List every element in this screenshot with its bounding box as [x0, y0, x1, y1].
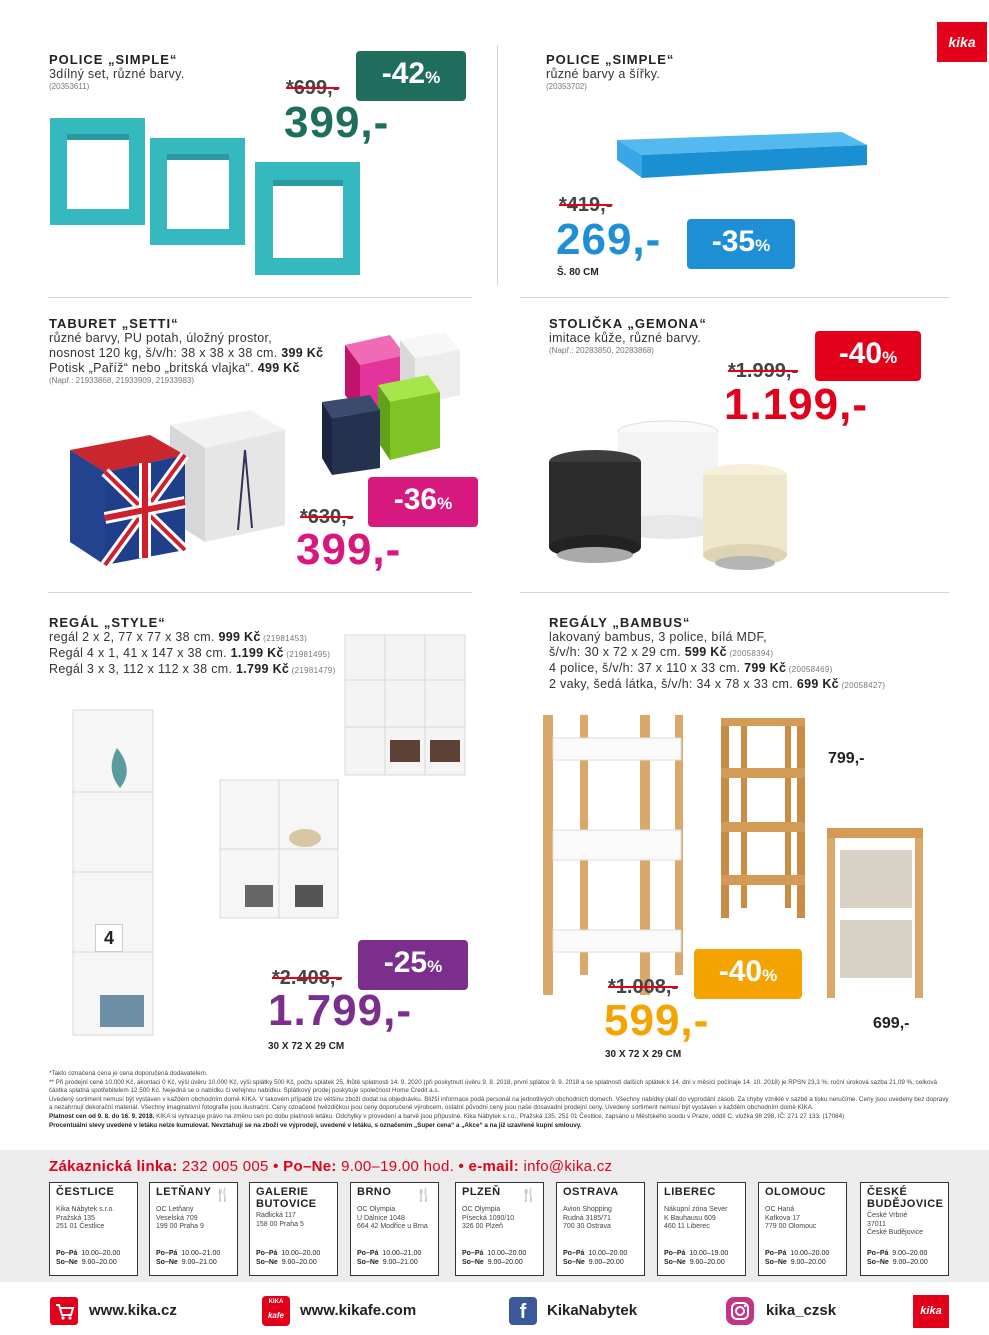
kikafe-link[interactable]: www.kikafe.com — [300, 1302, 417, 1319]
discount-badge: -25% — [358, 940, 468, 990]
kikafe-logo-icon[interactable]: KIKA kafe — [262, 1296, 290, 1326]
fine-print: *Takto označená cena je cena doporučená dodavatelem. ** Při prodejní ceně 10.000 Kč, akontaci 0 Kč, výši úvěru 10.000 Kč, výši splátky 500 Kč, počtu splátek 25, lhůtě splatnosti 14. 9. 2020 (při poskytnutí úvěru 9. 8. 2018, první splátce 9. 9. 2018 a se splatností dalších splátek k 14. dni v měsíci počínaje 14. 10. 2018) je RPSN 23,3 %, roční úroková sazba 21,09 %, celková částka splatná spotřebitelem 12.500 Kč. Nejedná se o nabídku či veřejnou nabídku. Splátkový prodej poskytuje společnost Home Credit a.s. Uvedený sortiment nemusí být vystaven v každém obchodním domě KIKA. V takovém případě lze většinu zboží dodat na objednávku. Bližší informace podá personál na jednotlivých obchodních domech. Všechny nabídky platí do vyprodání zásob. Za chyby vzniklé v sazbě a tisku neručíme. Ceny jsou uvedeny bez dopravy a nezahrnují dekorační materiál. Všechny imaginativní fotografie jsou ilustrační. Ceny označené hvězdičkou jsou ceny doporučené výrobcem, ostatní původní ceny jsou naše dosavadní prodejní ceny. Uvedený sortiment nemusí být vystaven v každém obchodním domě KIKA. Platnost cen od 9. 8. do 16. 9. 2018. KIKA si vyhrazuje právo na změnu cen po dobu platnosti letáku. Odchylky v provedení a barvě jsou přípustné. Kika Nábytek s.r.o., Pražská 135, 251 01 Čestlice, zapsáno u Městského soudu v Praze, oddíl C, vložka 98 298, IČ: 271 27 133. (17084) Procentuální slevy uvedené v letáku nelze kumulovat. Nevztahují se na zboží ve výprodeji, uvedené v letáku, s označením „Super cena“ a „Akce“ a na již uzavřené kupní smlouvy. — [49, 1070, 949, 1129]
discount-badge: -42% — [356, 51, 466, 101]
divider — [520, 592, 949, 593]
store-brno[interactable]: 🍴 BRNO OC Olympia U Dálnice 1048 664 42 Modřice u Brna Po–Pá 10.00–21.00 So–Ne 9.00–21.00 — [350, 1182, 439, 1276]
dimension-label: 30 X 72 X 29 CM — [268, 1041, 345, 1052]
product-title: TABURET „SETTI“ — [49, 316, 179, 331]
product-description: Potisk „Paříž“ nebo „britská vlajka“. 499 Kč — [49, 361, 300, 375]
old-price: *1.999,- — [728, 360, 799, 382]
product-gemona[interactable] — [549, 316, 707, 355]
discount-badge: -36% — [368, 477, 478, 527]
product-description: Regál 4 x 1, 41 x 147 x 38 cm. 1.199 Kč (21981495) — [49, 646, 331, 660]
discount-badge: -35% — [687, 219, 795, 269]
old-price: *419,- — [559, 194, 613, 216]
divider — [520, 297, 949, 298]
product-description: 4 police, š/v/h: 37 x 110 x 33 cm. 799 Kč (20058469) — [549, 661, 833, 675]
store-letnany[interactable]: 🍴 LETŇANY OC Letňany Veselská 709 199 00 Praha 9 Po–Pá 10.00–21.00 So–Ne 9.00–21.00 — [149, 1182, 238, 1276]
sale-price: 399,- — [284, 98, 390, 147]
discount-badge: -40% — [815, 331, 921, 381]
product-regaly-bambus[interactable] — [549, 615, 885, 693]
old-price: *2.408,- — [272, 967, 343, 989]
store-liberec[interactable]: LIBEREC Nákupní zóna Sever K Bauhausu 609 460 11 Liberec Po–Pá 10.00–19.00 So–Ne 9.00–20.00 — [657, 1182, 746, 1276]
store-olomouc[interactable]: OLOMOUC OC Haná Kafkova 17 779 00 Olomouc Po–Pá 10.00–20.00 So–Ne 9.00–20.00 — [758, 1182, 847, 1276]
dimension-label: Š. 80 CM — [557, 267, 599, 278]
product-description: Regál 3 x 3, 112 x 112 x 38 cm. 1.799 Kč (21981479) — [49, 662, 336, 676]
product-title: STOLIČKA „GEMONA“ — [549, 316, 707, 331]
store-ostrava[interactable]: OSTRAVA Avion Shopping Rudná 3185/71 700 30 Ostrava Po–Pá 10.00–20.00 So–Ne 9.00–20.00 — [556, 1182, 645, 1276]
store-butovice[interactable]: GALERIE BUTOVICE Radlická 117 158 00 Praha 5 Po–Pá 10.00–20.00 So–Ne 9.00–20.00 — [249, 1182, 338, 1276]
shelf-number-cube: 4 — [95, 924, 123, 952]
web-link[interactable]: www.kika.cz — [89, 1302, 177, 1319]
sale-price: 599,- — [604, 996, 710, 1045]
product-description: regál 2 x 2, 77 x 77 x 38 cm. 999 Kč (21981453) — [49, 630, 308, 644]
old-price: *630,- — [300, 506, 354, 528]
instagram-icon[interactable] — [726, 1297, 754, 1325]
sale-price: 1.199,- — [724, 380, 868, 429]
product-police-single[interactable] — [546, 52, 674, 91]
old-price: *1.008,- — [608, 976, 679, 998]
product-title: REGÁL „STYLE“ — [49, 615, 166, 630]
variant-price: 799,- — [828, 750, 865, 767]
product-description: 2 vaky, šedá látka, š/v/h: 34 x 78 x 33 cm. 699 Kč (20058427) — [549, 677, 886, 691]
product-title: POLICE „SIMPLE“ — [49, 52, 178, 67]
kika-logo[interactable]: kika — [937, 22, 987, 62]
divider — [48, 592, 472, 593]
taburet-image — [60, 330, 480, 570]
store-ceske-budejovice[interactable]: ČESKÉ BUDĚJOVICE České Vrbné 37011 České Budějovice Po–Pá 9.00–20.00 So–Ne 9.00–20.00 — [860, 1182, 949, 1276]
product-description: nosnost 120 kg, š/v/h: 38 x 38 x 38 cm. 399 Kč — [49, 346, 324, 360]
product-description: různé barvy, PU potah, úložný prostor, — [49, 331, 273, 345]
email-link[interactable]: info@kika.cz — [523, 1158, 613, 1175]
sale-price: 399,- — [296, 525, 402, 574]
product-title: POLICE „SIMPLE“ — [546, 52, 675, 67]
restaurant-icon: 🍴 — [415, 1187, 432, 1202]
store-cestlice[interactable]: ČESTLICE Kika Nábytek s.r.o. Pražská 135 251 01 Čestlice Po–Pá 10.00–20.00 So–Ne 9.00–20.00 — [49, 1182, 138, 1276]
product-code: (20353611) — [49, 82, 90, 91]
product-title: REGÁLY „BAMBUS“ — [549, 615, 691, 630]
discount-badge: -40% — [694, 949, 802, 999]
sale-price: 269,- — [556, 215, 662, 264]
restaurant-icon: 🍴 — [520, 1187, 537, 1202]
product-code: (Např.: 21933868, 21933909, 21933983) — [49, 376, 195, 385]
product-police-set[interactable] — [49, 52, 185, 91]
restaurant-icon: 🍴 — [214, 1187, 231, 1202]
kika-logo[interactable]: kika — [913, 1295, 949, 1328]
product-code: (20353702) — [546, 82, 587, 91]
product-description: imitace kůže, různé barvy. — [549, 331, 702, 345]
gemona-stools-image — [540, 420, 800, 580]
product-description: 3dílný set, různé barvy. — [49, 67, 185, 81]
variant-price: 699,- — [873, 1015, 910, 1032]
customer-line: Zákaznická linka: 232 005 005 • Po–Ne: 9.00–19.00 hod. • e-mail: info@kika.cz — [49, 1158, 613, 1175]
product-description: různé barvy a šířky. — [546, 67, 661, 81]
divider — [497, 45, 498, 285]
phone-link[interactable]: 232 005 005 — [181, 1158, 269, 1175]
sale-price: 1.799,- — [268, 986, 412, 1035]
product-description: lakovaný bambus, 3 police, bílá MDF, — [549, 630, 767, 644]
cart-icon[interactable] — [50, 1297, 78, 1325]
facebook-icon[interactable]: f — [509, 1297, 537, 1325]
dimension-label: 30 X 72 X 29 CM — [605, 1049, 682, 1060]
facebook-link[interactable]: KikaNabytek — [547, 1302, 638, 1319]
product-description: š/v/h: 30 x 72 x 29 cm. 599 Kč (20058394) — [549, 645, 774, 659]
divider — [48, 297, 472, 298]
old-price: *699,- — [286, 77, 340, 99]
instagram-link[interactable]: kika_czsk — [766, 1302, 837, 1319]
product-code: (Např.: 20283850, 20283868) — [549, 346, 654, 355]
blue-shelf-image — [612, 130, 872, 190]
store-plzen[interactable]: 🍴 PLZEŇ OC Olympia Písecká 1090/10 326 00 Plzeň Po–Pá 10.00–20.00 So–Ne 9.00–20.00 — [455, 1182, 544, 1276]
